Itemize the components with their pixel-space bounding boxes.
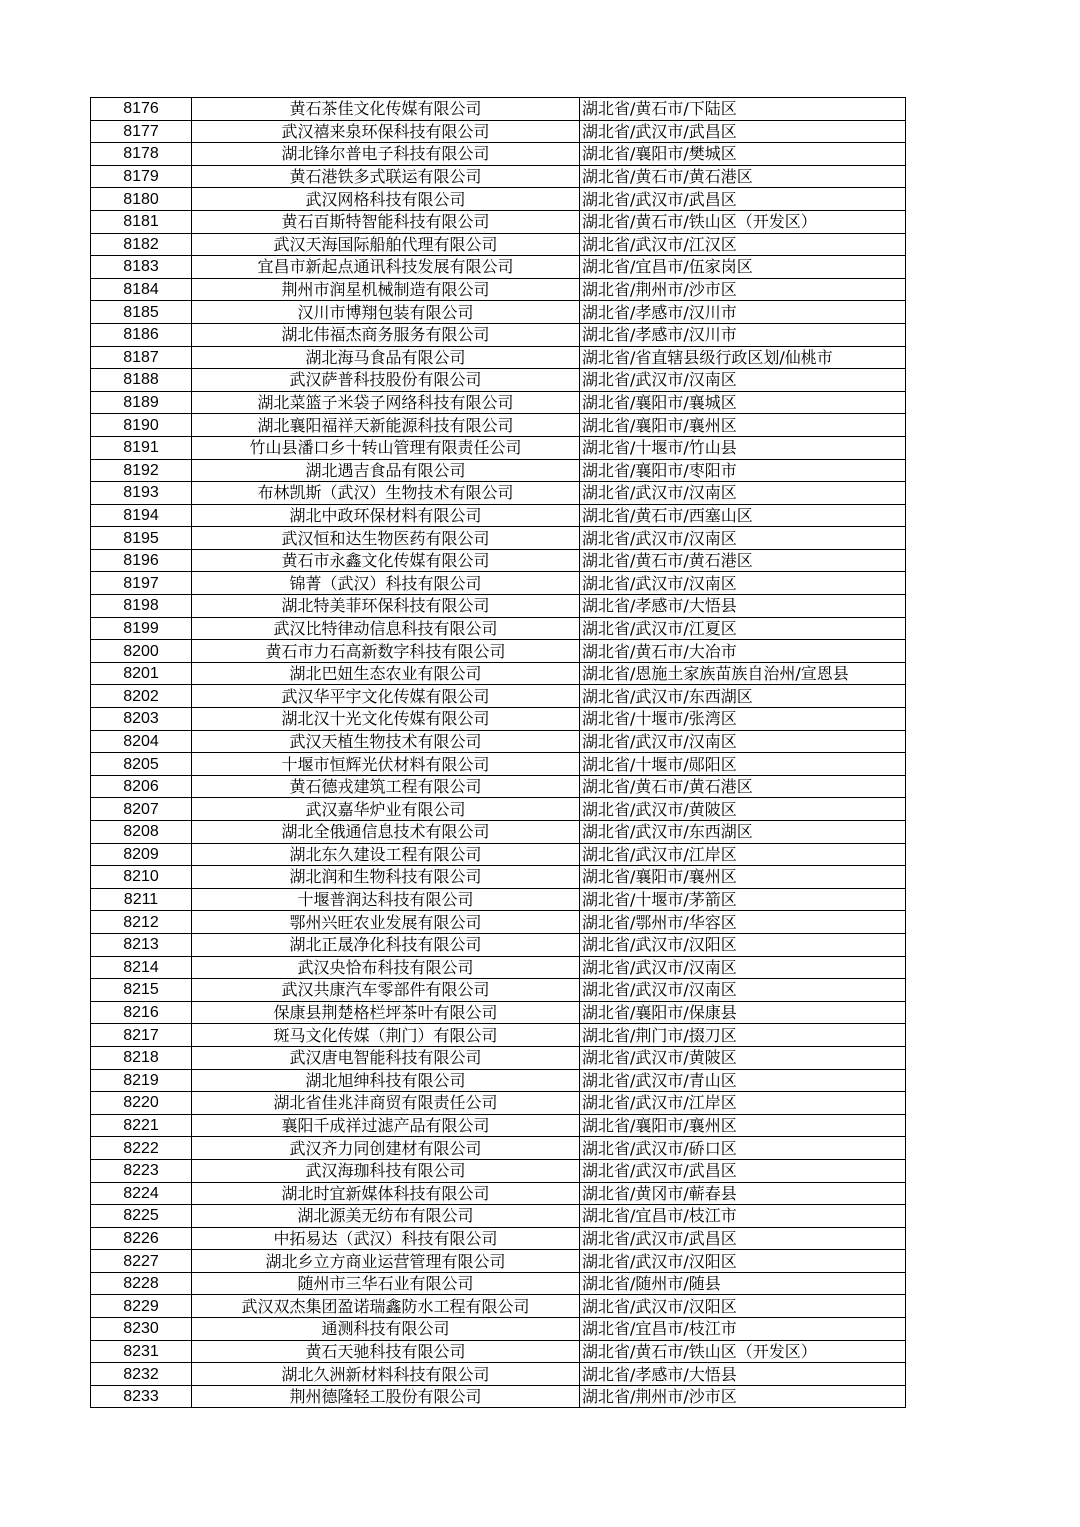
table-row (91, 798, 906, 821)
row-number: 8206 (91, 775, 192, 798)
region-path: 湖北省/襄阳市/襄城区 (580, 391, 906, 414)
table-row (91, 278, 906, 301)
table-row (91, 1250, 906, 1273)
row-number: 8223 (91, 1159, 192, 1182)
row-number: 8204 (91, 730, 192, 753)
region-path: 湖北省/孝感市/汉川市 (580, 301, 906, 324)
row-number: 8205 (91, 753, 192, 776)
region-path: 湖北省/襄阳市/樊城区 (580, 143, 906, 166)
table-row (91, 414, 906, 437)
table-row (91, 256, 906, 279)
region-path: 湖北省/武汉市/黄陂区 (580, 1046, 906, 1069)
region-path: 湖北省/恩施土家族苗族自治州/宣恩县 (580, 662, 906, 685)
table-row (91, 1340, 906, 1363)
table-row (91, 323, 906, 346)
table-row (91, 369, 906, 392)
table-row (91, 1318, 906, 1341)
table-row (91, 1227, 906, 1250)
region-path: 湖北省/武汉市/武昌区 (580, 188, 906, 211)
table-row (91, 346, 906, 369)
table-row (91, 708, 906, 731)
company-name: 中拓易达（武汉）科技有限公司 (192, 1227, 580, 1250)
company-name: 武汉嘉华炉业有限公司 (192, 798, 580, 821)
company-name: 湖北久洲新材料科技有限公司 (192, 1363, 580, 1386)
company-name: 湖北东久建设工程有限公司 (192, 843, 580, 866)
company-name: 武汉华平宇文化传媒有限公司 (192, 685, 580, 708)
company-name: 布林凯斯（武汉）生物技术有限公司 (192, 482, 580, 505)
row-number: 8201 (91, 662, 192, 685)
company-name: 武汉萨普科技股份有限公司 (192, 369, 580, 392)
region-path: 湖北省/黄石市/西塞山区 (580, 504, 906, 527)
company-name: 湖北特美菲环保科技有限公司 (192, 595, 580, 618)
region-path: 湖北省/黄石市/铁山区（开发区） (580, 1340, 906, 1363)
table-row (91, 233, 906, 256)
company-name: 湖北全俄通信息技术有限公司 (192, 821, 580, 844)
row-number: 8179 (91, 165, 192, 188)
row-number: 8182 (91, 233, 192, 256)
table-row (91, 572, 906, 595)
region-path: 湖北省/襄阳市/襄州区 (580, 414, 906, 437)
row-number: 8196 (91, 549, 192, 572)
row-number: 8233 (91, 1385, 192, 1408)
table-row (91, 1159, 906, 1182)
table-row (91, 436, 906, 459)
table-row (91, 1046, 906, 1069)
row-number: 8220 (91, 1092, 192, 1115)
company-name: 湖北遇吉食品有限公司 (192, 459, 580, 482)
row-number: 8217 (91, 1024, 192, 1047)
company-name: 武汉天海国际船舶代理有限公司 (192, 233, 580, 256)
region-path: 湖北省/宜昌市/枝江市 (580, 1205, 906, 1228)
region-path: 湖北省/武汉市/汉南区 (580, 730, 906, 753)
company-name: 保康县荆楚格栏坪茶叶有限公司 (192, 1001, 580, 1024)
row-number: 8176 (91, 98, 192, 121)
table-row (91, 1385, 906, 1408)
region-path: 湖北省/襄阳市/襄州区 (580, 1114, 906, 1137)
table-row (91, 188, 906, 211)
company-name: 黄石百斯特智能科技有限公司 (192, 210, 580, 233)
company-name: 武汉唐电智能科技有限公司 (192, 1046, 580, 1069)
row-number: 8227 (91, 1250, 192, 1273)
table-row (91, 98, 906, 121)
table-row (91, 730, 906, 753)
region-path: 湖北省/黄石市/大冶市 (580, 640, 906, 663)
company-name: 武汉禧来泉环保科技有限公司 (192, 120, 580, 143)
company-name: 荆州市润星机械制造有限公司 (192, 278, 580, 301)
table-row (91, 165, 906, 188)
company-name: 武汉海珈科技有限公司 (192, 1159, 580, 1182)
row-number: 8194 (91, 504, 192, 527)
company-name: 斑马文化传媒（荆门）有限公司 (192, 1024, 580, 1047)
region-path: 湖北省/荆州市/沙市区 (580, 278, 906, 301)
company-name: 武汉齐力同创建材有限公司 (192, 1137, 580, 1160)
region-path: 湖北省/武汉市/武昌区 (580, 1159, 906, 1182)
table-row (91, 1272, 906, 1295)
row-number: 8211 (91, 888, 192, 911)
table-row (91, 1069, 906, 1092)
region-path: 湖北省/武汉市/武昌区 (580, 1227, 906, 1250)
company-name: 十堰市恒辉光伏材料有限公司 (192, 753, 580, 776)
table-row (91, 843, 906, 866)
company-name: 通测科技有限公司 (192, 1318, 580, 1341)
table-row (91, 1001, 906, 1024)
table-row (91, 662, 906, 685)
row-number: 8178 (91, 143, 192, 166)
table-row (91, 753, 906, 776)
table-row (91, 595, 906, 618)
company-name: 襄阳千成祥过滤产品有限公司 (192, 1114, 580, 1137)
company-name: 锦菁（武汉）科技有限公司 (192, 572, 580, 595)
region-path: 湖北省/武汉市/汉南区 (580, 572, 906, 595)
company-name: 湖北汉十光文化传媒有限公司 (192, 708, 580, 731)
row-number: 8190 (91, 414, 192, 437)
region-path: 湖北省/襄阳市/枣阳市 (580, 459, 906, 482)
region-path: 湖北省/武汉市/武昌区 (580, 120, 906, 143)
region-path: 湖北省/黄石市/黄石港区 (580, 775, 906, 798)
company-name: 黄石市永鑫文化传媒有限公司 (192, 549, 580, 572)
region-path: 湖北省/武汉市/东西湖区 (580, 685, 906, 708)
row-number: 8198 (91, 595, 192, 618)
row-number: 8197 (91, 572, 192, 595)
row-number: 8216 (91, 1001, 192, 1024)
table-row (91, 888, 906, 911)
row-number: 8181 (91, 210, 192, 233)
table-row (91, 549, 906, 572)
row-number: 8230 (91, 1318, 192, 1341)
table-row (91, 1092, 906, 1115)
region-path: 湖北省/十堰市/张湾区 (580, 708, 906, 731)
table-row (91, 210, 906, 233)
region-path: 湖北省/黄冈市/蕲春县 (580, 1182, 906, 1205)
company-name: 湖北时宜新媒体科技有限公司 (192, 1182, 580, 1205)
region-path: 湖北省/武汉市/江汉区 (580, 233, 906, 256)
company-name: 湖北海马食品有限公司 (192, 346, 580, 369)
company-name: 黄石德戎建筑工程有限公司 (192, 775, 580, 798)
row-number: 8232 (91, 1363, 192, 1386)
region-path: 湖北省/十堰市/竹山县 (580, 436, 906, 459)
company-name: 湖北源美无纺布有限公司 (192, 1205, 580, 1228)
region-path: 湖北省/武汉市/汉南区 (580, 527, 906, 550)
row-number: 8226 (91, 1227, 192, 1250)
row-number: 8229 (91, 1295, 192, 1318)
company-name: 武汉网格科技有限公司 (192, 188, 580, 211)
table-row (91, 143, 906, 166)
region-path: 湖北省/武汉市/江岸区 (580, 843, 906, 866)
row-number: 8183 (91, 256, 192, 279)
company-name: 湖北旭绅科技有限公司 (192, 1069, 580, 1092)
row-number: 8219 (91, 1069, 192, 1092)
company-name: 武汉比特律动信息科技有限公司 (192, 617, 580, 640)
region-path: 湖北省/武汉市/硚口区 (580, 1137, 906, 1160)
row-number: 8222 (91, 1137, 192, 1160)
company-name: 湖北润和生物科技有限公司 (192, 866, 580, 889)
region-path: 湖北省/黄石市/下陆区 (580, 98, 906, 121)
region-path: 湖北省/武汉市/汉南区 (580, 956, 906, 979)
row-number: 8214 (91, 956, 192, 979)
company-name: 荆州德隆轻工股份有限公司 (192, 1385, 580, 1408)
table-body (91, 98, 906, 1408)
company-name: 竹山县潘口乡十转山管理有限责任公司 (192, 436, 580, 459)
table-row (91, 775, 906, 798)
region-path: 湖北省/荆门市/掇刀区 (580, 1024, 906, 1047)
row-number: 8210 (91, 866, 192, 889)
region-path: 湖北省/武汉市/汉南区 (580, 482, 906, 505)
row-number: 8199 (91, 617, 192, 640)
company-name: 武汉央恰布科技有限公司 (192, 956, 580, 979)
row-number: 8191 (91, 436, 192, 459)
company-name: 黄石港铁多式联运有限公司 (192, 165, 580, 188)
company-table (90, 97, 906, 1408)
company-name: 黄石天驰科技有限公司 (192, 1340, 580, 1363)
region-path: 湖北省/黄石市/铁山区（开发区） (580, 210, 906, 233)
row-number: 8218 (91, 1046, 192, 1069)
region-path: 湖北省/宜昌市/伍家岗区 (580, 256, 906, 279)
region-path: 湖北省/襄阳市/襄州区 (580, 866, 906, 889)
row-number: 8203 (91, 708, 192, 731)
table-row (91, 391, 906, 414)
row-number: 8189 (91, 391, 192, 414)
company-name: 湖北省佳兆沣商贸有限责任公司 (192, 1092, 580, 1115)
company-name: 汉川市博翔包装有限公司 (192, 301, 580, 324)
row-number: 8212 (91, 911, 192, 934)
table-row (91, 685, 906, 708)
region-path: 湖北省/十堰市/郧阳区 (580, 753, 906, 776)
region-path: 湖北省/荆州市/沙市区 (580, 1385, 906, 1408)
company-name: 黄石茶佳文化传媒有限公司 (192, 98, 580, 121)
company-name: 湖北菜篮子米袋子网络科技有限公司 (192, 391, 580, 414)
row-number: 8213 (91, 933, 192, 956)
row-number: 8187 (91, 346, 192, 369)
region-path: 湖北省/黄石市/黄石港区 (580, 165, 906, 188)
region-path: 湖北省/武汉市/汉阳区 (580, 1295, 906, 1318)
region-path: 湖北省/随州市/随县 (580, 1272, 906, 1295)
region-path: 湖北省/武汉市/青山区 (580, 1069, 906, 1092)
table-row (91, 821, 906, 844)
table-row (91, 1182, 906, 1205)
region-path: 湖北省/十堰市/茅箭区 (580, 888, 906, 911)
region-path: 湖北省/孝感市/大悟县 (580, 595, 906, 618)
company-name: 湖北伟福杰商务服务有限公司 (192, 323, 580, 346)
table-row (91, 1137, 906, 1160)
table-row (91, 640, 906, 663)
row-number: 8215 (91, 979, 192, 1002)
table-row (91, 911, 906, 934)
region-path: 湖北省/武汉市/汉南区 (580, 979, 906, 1002)
table-row (91, 1363, 906, 1386)
company-name: 湖北乡立方商业运营管理有限公司 (192, 1250, 580, 1273)
table-row (91, 933, 906, 956)
table-row (91, 504, 906, 527)
table-row (91, 459, 906, 482)
company-name: 随州市三华石业有限公司 (192, 1272, 580, 1295)
region-path: 湖北省/武汉市/汉阳区 (580, 1250, 906, 1273)
company-name: 十堰普润达科技有限公司 (192, 888, 580, 911)
row-number: 8177 (91, 120, 192, 143)
row-number: 8208 (91, 821, 192, 844)
table-row (91, 979, 906, 1002)
company-name: 湖北锋尔普电子科技有限公司 (192, 143, 580, 166)
company-name: 武汉恒和达生物医药有限公司 (192, 527, 580, 550)
table-row (91, 527, 906, 550)
company-name: 武汉天植生物技术有限公司 (192, 730, 580, 753)
region-path: 湖北省/黄石市/黄石港区 (580, 549, 906, 572)
table-row (91, 120, 906, 143)
row-number: 8207 (91, 798, 192, 821)
row-number: 8225 (91, 1205, 192, 1228)
table-row (91, 1205, 906, 1228)
region-path: 湖北省/武汉市/汉阳区 (580, 933, 906, 956)
row-number: 8192 (91, 459, 192, 482)
row-number: 8184 (91, 278, 192, 301)
region-path: 湖北省/鄂州市/华容区 (580, 911, 906, 934)
region-path: 湖北省/孝感市/汉川市 (580, 323, 906, 346)
row-number: 8185 (91, 301, 192, 324)
row-number: 8193 (91, 482, 192, 505)
region-path: 湖北省/武汉市/江夏区 (580, 617, 906, 640)
region-path: 湖北省/省直辖县级行政区划/仙桃市 (580, 346, 906, 369)
row-number: 8200 (91, 640, 192, 663)
row-number: 8221 (91, 1114, 192, 1137)
table-row (91, 1114, 906, 1137)
row-number: 8188 (91, 369, 192, 392)
company-name: 湖北中政环保材料有限公司 (192, 504, 580, 527)
company-name: 宜昌市新起点通讯科技发展有限公司 (192, 256, 580, 279)
table-row (91, 956, 906, 979)
row-number: 8186 (91, 323, 192, 346)
row-number: 8231 (91, 1340, 192, 1363)
region-path: 湖北省/襄阳市/保康县 (580, 1001, 906, 1024)
table-row (91, 301, 906, 324)
company-name: 黄石市力石高新数字科技有限公司 (192, 640, 580, 663)
region-path: 湖北省/武汉市/黄陂区 (580, 798, 906, 821)
table-row (91, 866, 906, 889)
row-number: 8209 (91, 843, 192, 866)
row-number: 8180 (91, 188, 192, 211)
region-path: 湖北省/孝感市/大悟县 (580, 1363, 906, 1386)
company-name: 鄂州兴旺农业发展有限公司 (192, 911, 580, 934)
row-number: 8228 (91, 1272, 192, 1295)
row-number: 8202 (91, 685, 192, 708)
table-row (91, 617, 906, 640)
company-name: 湖北襄阳福祥天新能源科技有限公司 (192, 414, 580, 437)
company-name: 湖北正晟净化科技有限公司 (192, 933, 580, 956)
table-row (91, 1024, 906, 1047)
row-number: 8195 (91, 527, 192, 550)
region-path: 湖北省/武汉市/汉南区 (580, 369, 906, 392)
region-path: 湖北省/宜昌市/枝江市 (580, 1318, 906, 1341)
region-path: 湖北省/武汉市/江岸区 (580, 1092, 906, 1115)
region-path: 湖北省/武汉市/东西湖区 (580, 821, 906, 844)
table-row (91, 1295, 906, 1318)
row-number: 8224 (91, 1182, 192, 1205)
company-name: 武汉共康汽车零部件有限公司 (192, 979, 580, 1002)
table-row (91, 482, 906, 505)
company-name: 武汉双杰集团盈诺瑞鑫防水工程有限公司 (192, 1295, 580, 1318)
company-name: 湖北巴妞生态农业有限公司 (192, 662, 580, 685)
